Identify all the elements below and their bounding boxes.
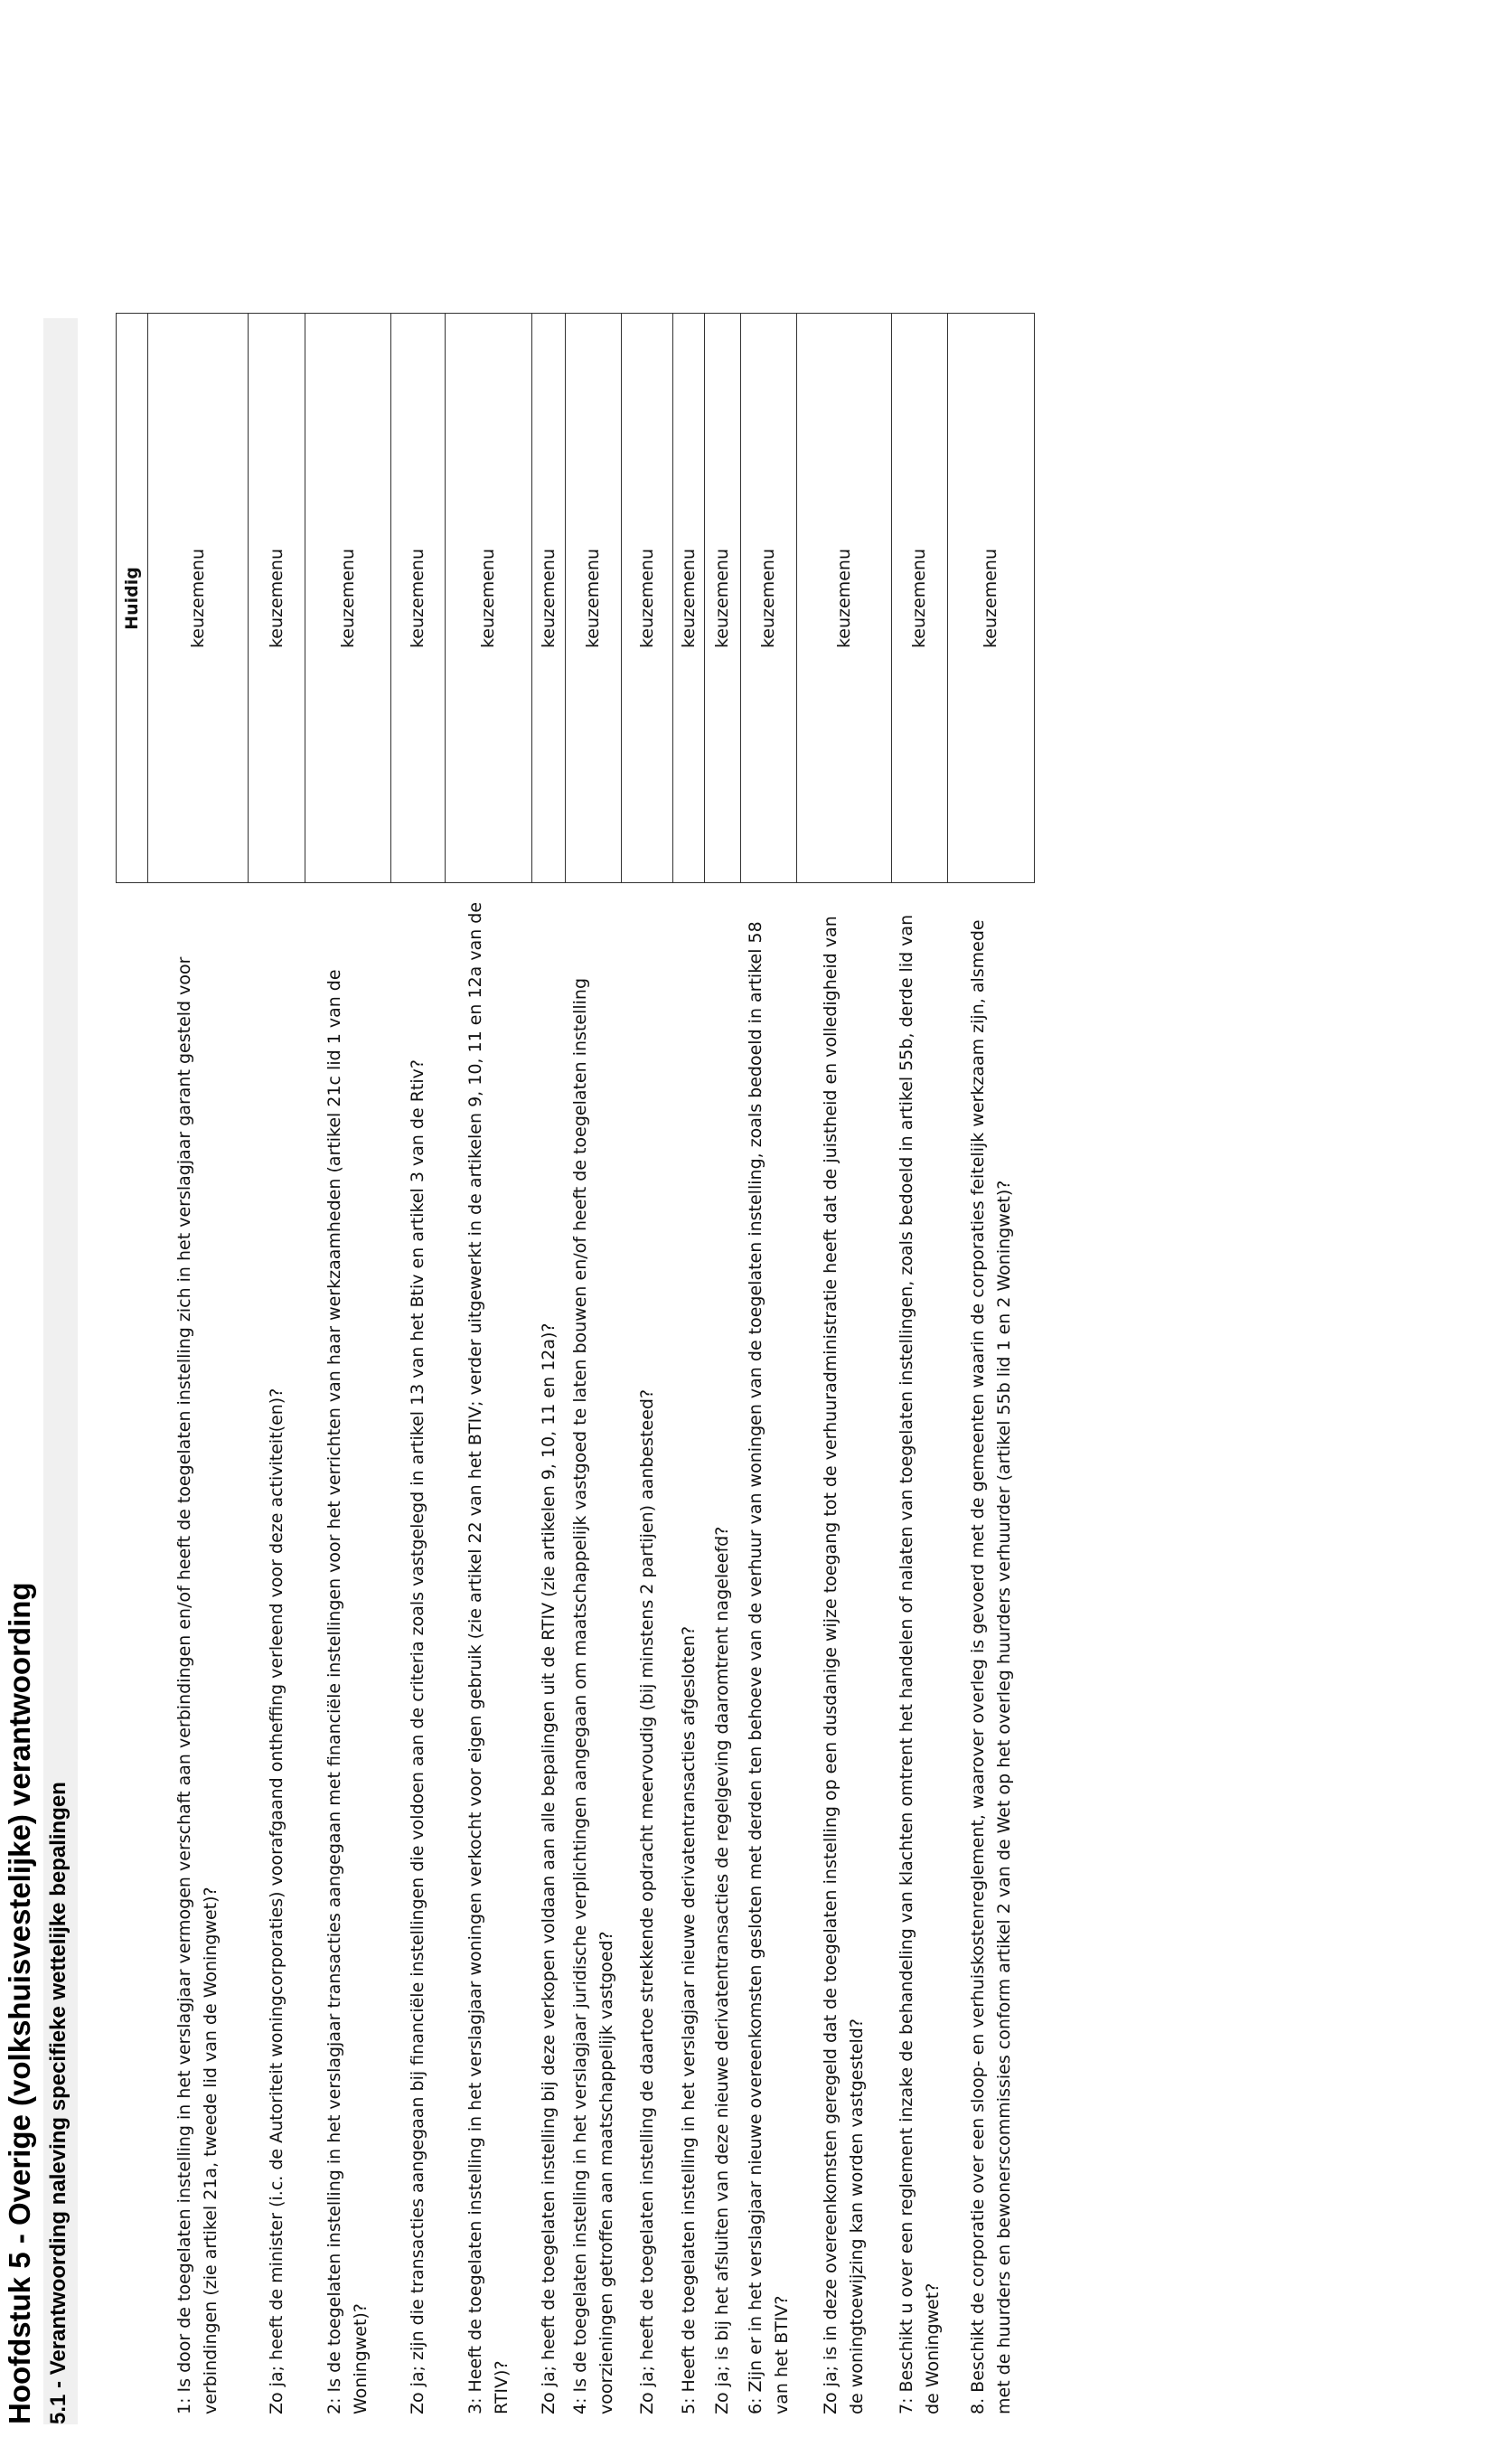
header-spacer (117, 883, 148, 2420)
table-row (948, 314, 1035, 2420)
answer-dropdown[interactable]: keuzemenu (797, 314, 892, 883)
question-text: 6: Zijn er in het verslagjaar nieuwe overeenkomsten gesloten met derden ten behoeve van de verhuur van woningen van de toegelaten instelling, zoals bedoeld in artikel 58 van het BTIV? (745, 921, 792, 2414)
answer-dropdown[interactable]: keuzemenu (705, 314, 741, 883)
answer-dropdown[interactable]: keuzemenu (566, 314, 622, 883)
table-row (741, 314, 797, 2420)
question-text: 1: Is door de toegelaten instelling in het verslagjaar vermogen verschaft aan verbindingen en/of heeft de toegelaten instelling zich in het verslagjaar garant gesteld voor verbindingen (zie artikel 21a, tweede lid van de Woningwet)? (174, 956, 221, 2414)
table-row (566, 314, 622, 2420)
question-text: Zo ja; is bij het afsluiten van deze nieuwe derivatentransacties de regelgeving daaromtrent nageleefd? (712, 1526, 732, 2414)
answer-dropdown[interactable]: keuzemenu (948, 314, 1035, 883)
answer-dropdown[interactable]: keuzemenu (391, 314, 446, 883)
question-text: 2: Is de toegelaten instelling in het verslagjaar transacties aangegaan met financiële instellingen voor het verrichten van haar werkzaamheden (artikel 21c lid 1 van de Woningwet)? (324, 969, 371, 2414)
table-row (673, 314, 705, 2420)
question-text: Zo ja; heeft de minister (i.c. de Autoriteit woningcorporaties) voorafgaand ontheffing verleend voor deze activiteit(en)? (266, 1388, 286, 2414)
table-row (446, 314, 532, 2420)
question-text: 3: Heeft de toegelaten instelling in het verslagjaar woningen verkocht voor eigen gebruik (zie artikel 22 van het BTIV; verder uitgewerkt in de artikelen 9, 10, 11 en 12a van de RTIV)? (465, 901, 512, 2414)
chapter-title: Hoofdstuk 5 - Overige (volkshuisvestelijke) verantwoording (3, 1582, 36, 2424)
answer-dropdown[interactable]: keuzemenu (148, 314, 249, 883)
question-text: 4: Is de toegelaten instelling in het verslagjaar juridische verplichtingen aangegaan om maatschappelijk vastgoed te laten bouwen en/of heeft de toegelaten instelling voorzieningen getroffen aan maatschappelijk vastgoed? (569, 977, 616, 2414)
table-row (391, 314, 446, 2420)
question-text: 5: Heeft de toegelaten instelling in het verslagjaar nieuwe derivatentransacties afgesloten? (678, 1625, 699, 2414)
question-text: Zo ja; heeft de toegelaten instelling de daartoe strekkende opdracht meervoudig (bij minstens 2 partijen) aanbesteed? (636, 1388, 657, 2414)
compliance-table (116, 314, 1035, 2421)
answer-dropdown[interactable]: keuzemenu (249, 314, 305, 883)
question-text: Zo ja; heeft de toegelaten instelling bij deze verkopen voldaan aan alle bepalingen uit de RTIV (zie artikelen 9, 10, 11 en 12a)? (538, 1322, 559, 2414)
table-row (249, 314, 305, 2420)
answer-dropdown[interactable]: keuzemenu (673, 314, 705, 883)
question-text: 7: Beschikt u over een reglement inzake de behandeling van klachten omtrent het handelen of nalaten van toegelaten instellingen, zoals bedoeld in artikel 55b, derde lid van de Woningwet? (896, 914, 943, 2414)
answer-dropdown[interactable]: keuzemenu (892, 314, 948, 883)
table-row (797, 314, 892, 2420)
column-header-huidig: Huidig (117, 314, 148, 883)
answer-dropdown[interactable]: keuzemenu (622, 314, 673, 883)
table-header-row (117, 314, 148, 2420)
table-row (532, 314, 566, 2420)
answer-dropdown[interactable]: keuzemenu (446, 314, 532, 883)
question-text: Zo ja; zijn die transacties aangegaan bij financiële instellingen die voldoen aan de criteria zoals vastgelegd in artikel 13 van het Btiv en artikel 3 van de Rtiv? (408, 1059, 427, 2414)
answer-dropdown[interactable]: keuzemenu (305, 314, 391, 883)
answer-dropdown[interactable]: keuzemenu (741, 314, 797, 883)
table-row (148, 314, 249, 2420)
section-title: 5.1 - Verantwoording naleving specifieke wettelijke bepalingen (46, 1782, 70, 2424)
table-row (892, 314, 948, 2420)
question-text: 8. Beschikt de corporatie over een sloop- en verhuiskostenreglement, waarover overleg is gevoerd met de gemeenten waarin de corporaties feitelijk werkzaam zijn, alsmede met de huurders en bewonerscommissies conform artikel 2 van de Wet op het overleg huurders verhuurder (artikel 55b lid 1 en 2 Woningwet)? (967, 919, 1014, 2414)
table-row (622, 314, 673, 2420)
table-row (705, 314, 741, 2420)
question-text: Zo ja; is in deze overeenkomsten geregeld dat de toegelaten instelling op een dusdanige wijze toegang tot de verhuuradministratie heeft dat de juistheid en volledigheid van de woningtoewijzing kan worden vastgesteld? (821, 916, 867, 2414)
answer-dropdown[interactable]: keuzemenu (532, 314, 566, 883)
table-row (305, 314, 391, 2420)
